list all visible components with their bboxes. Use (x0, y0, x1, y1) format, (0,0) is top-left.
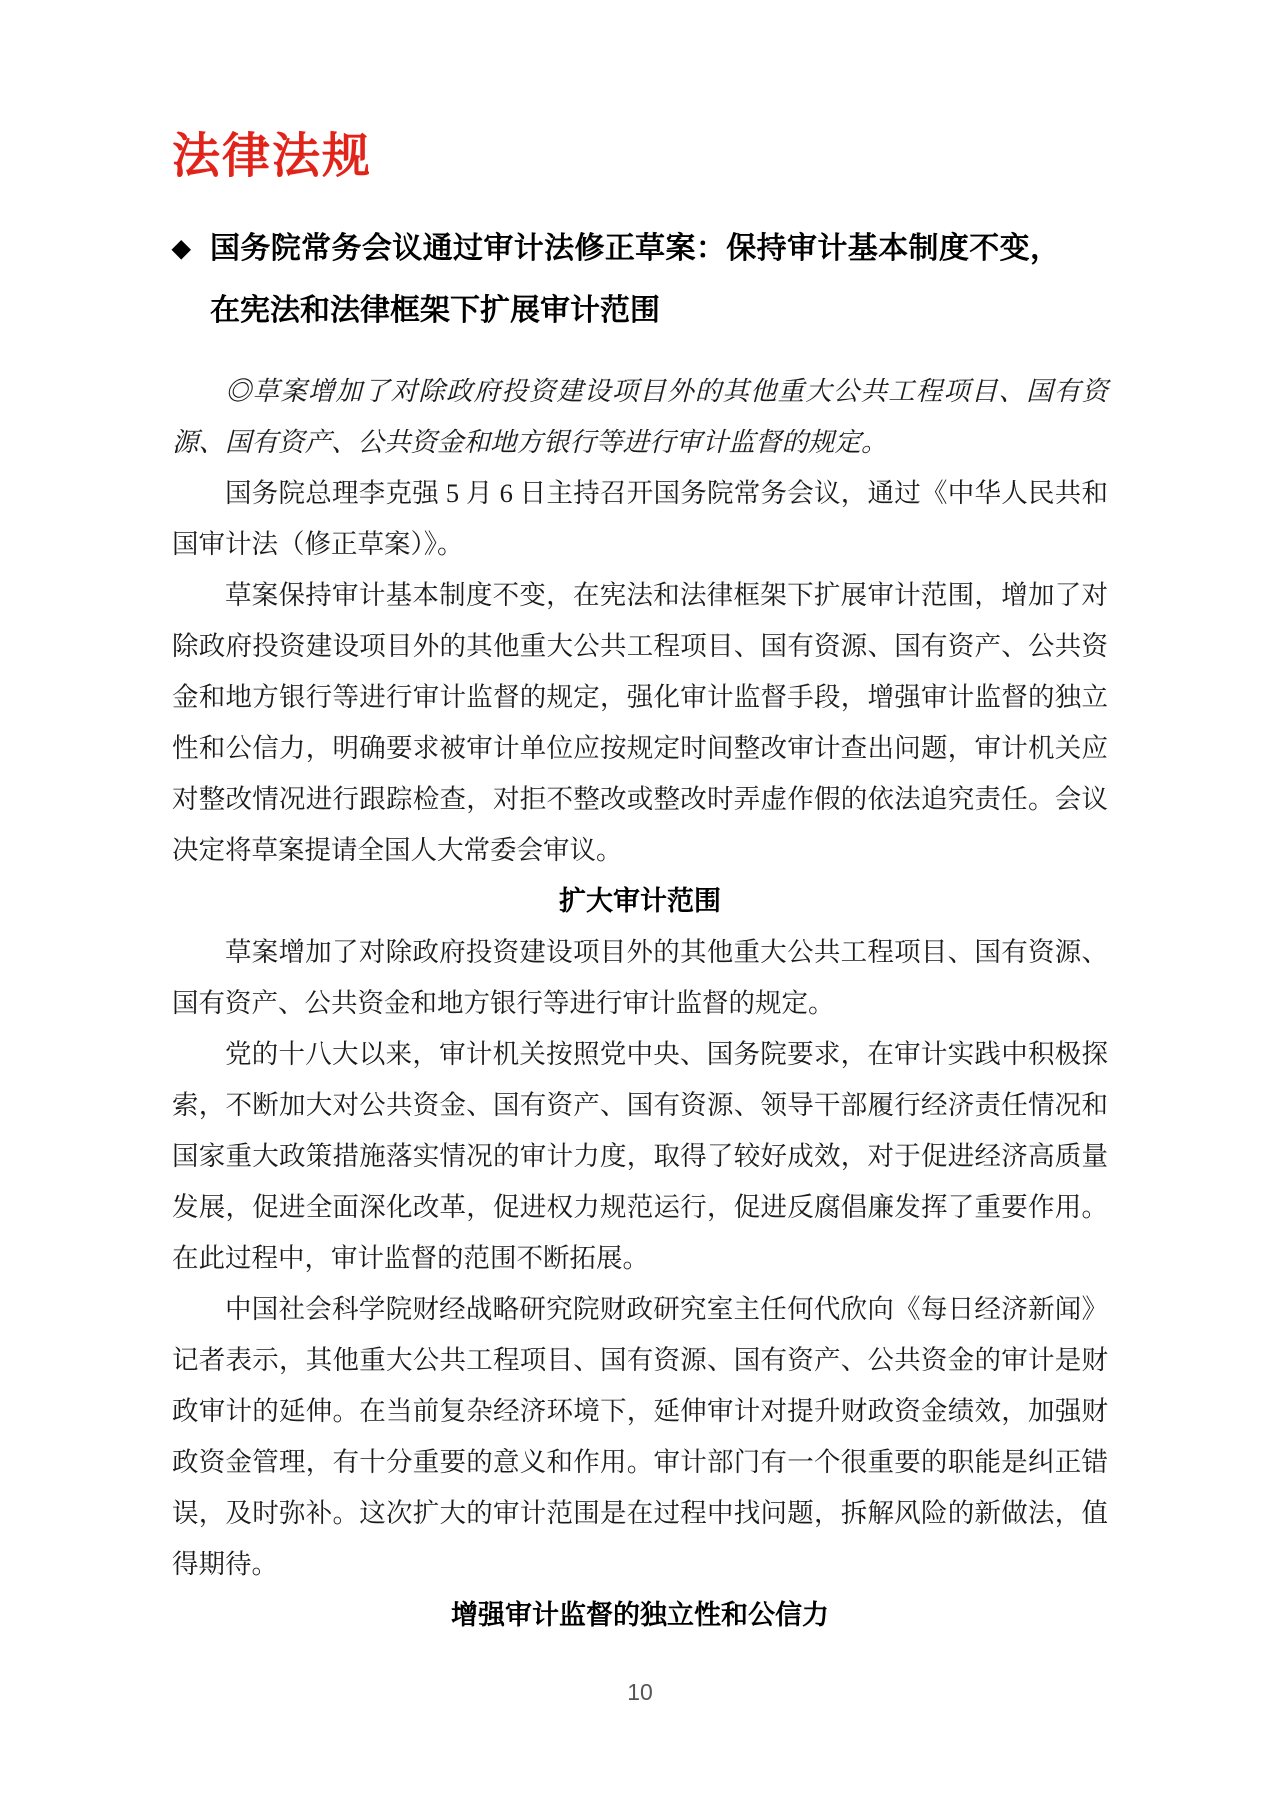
section-paragraph: 党的十八大以来，审计机关按照党中央、国务院要求，在审计实践中积极探索，不断加大对公共资金、国有资产、国有资源、领导干部履行经济责任情况和国家重大政策措施落实情况的审计力度，取得了较好成效，对于促进经济高质量发展，促进全面深化改革，促进权力规范运行，促进反腐倡廉发挥了重要作用。在此过程中，审计监督的范围不断拓展。 (172, 1039, 1108, 1273)
page-number: 10 (627, 1679, 653, 1705)
sub-heading-strengthen-independence: 增强审计监督的独立性和公信力 (451, 1600, 829, 1630)
article-heading (172, 218, 1108, 342)
section-paragraph: 草案增加了对除政府投资建设项目外的其他重大公共工程项目、国有资源、国有资产、公共资金和地方银行等进行审计监督的规定。 (172, 937, 1108, 1018)
article-title: 国务院常务会议通过审计法修正草案：保持审计基本制度不变，在宪法和法律框架下扩展审计范围 (210, 232, 1060, 327)
sub-heading-expand-audit-scope: 扩大审计范围 (559, 886, 721, 916)
diamond-bullet-icon: ◆ (172, 236, 191, 262)
article-body (172, 366, 1108, 1718)
lead-paragraph: ◎草案增加了对除政府投资建设项目外的其他重大公共工程项目、国有资源、国有资产、公共资金和地方银行等进行审计监督的规定。 (172, 376, 1108, 457)
section-paragraph: 中国社会科学院财经战略研究院财政研究室主任何代欣向《每日经济新闻》记者表示，其他重大公共工程项目、国有资源、国有资产、公共资金的审计是财政审计的延伸。在当前复杂经济环境下，延伸审计对提升财政资金绩效，加强财政资金管理，有十分重要的意义和作用。审计部门有一个很重要的职能是纠正错误，及时弥补。这次扩大的审计范围是在过程中找问题，拆解风险的新做法，值得期待。 (172, 1294, 1108, 1579)
section-title: 法律法规 (172, 130, 373, 183)
intro-paragraph: 国务院总理李克强 5 月 6 日主持召开国务院常务会议，通过《中华人民共和国审计法（修正草案）》。 (172, 478, 1108, 559)
intro-paragraph: 草案保持审计基本制度不变，在宪法和法律框架下扩展审计范围，增加了对除政府投资建设项目外的其他重大公共工程项目、国有资源、国有资产、公共资金和地方银行等进行审计监督的规定，强化审计监督手段，增强审计监督的独立性和公信力，明确要求被审计单位应按规定时间整改审计查出问题，审计机关应对整改情况进行跟踪检查，对拒不整改或整改时弄虚作假的依法追究责任。会议决定将草案提请全国人大常委会审议。 (172, 580, 1108, 865)
